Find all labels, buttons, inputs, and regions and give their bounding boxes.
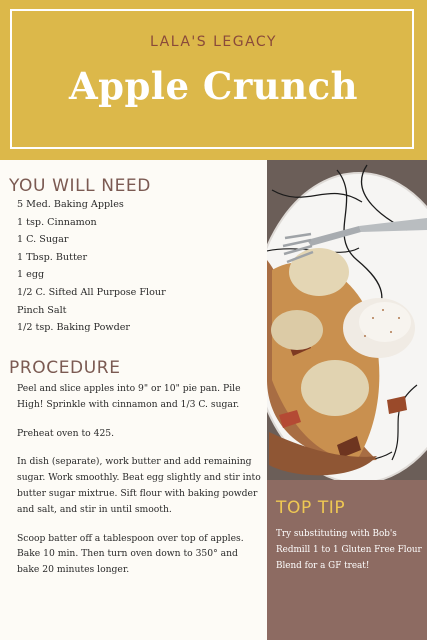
procedure-paragraph: In dish (separate), work butter and add remaining sugar. Work smoothly. Beat egg slightly and stir into butter sugar mixtrue. Sift flour with baking powder and salt, and stir in until smooth. — [17, 456, 261, 515]
top-tip-heading: TOP TIP — [276, 498, 346, 518]
ingredient-item: Pinch Salt — [17, 304, 67, 316]
procedure-paragraph: Scoop batter off a tablespoon over top of apples. Bake 10 min. Then turn oven down to 350° and bake 20 minutes longer. — [17, 532, 244, 576]
procedure-paragraph: Peel and slice apples into 9" or 10" pie pan. Pile High! Sprinkle with cinnamon and 1/3 C. sugar. — [17, 383, 241, 410]
ingredient-item: 1 tsp. Cinnamon — [17, 216, 97, 228]
ingredient-list — [17, 196, 262, 337]
apple-crunch-photo — [267, 160, 427, 480]
brand-name: LALA'S LEGACY — [150, 34, 277, 50]
ingredient-item: 1/2 C. Sifted All Purpose Flour — [17, 286, 166, 298]
ingredient-item: 5 Med. Baking Apples — [17, 199, 124, 210]
procedure-steps — [17, 381, 261, 591]
ingredient-item: 1 C. Sugar — [17, 234, 69, 246]
procedure-heading: PROCEDURE — [9, 358, 121, 378]
top-tip-box — [267, 480, 427, 640]
ingredient-item: 1 Tbsp. Butter — [17, 251, 88, 263]
top-tip-text: Try substituting with Bob's Redmill 1 to 1 Gluten Free Flour Blend for a GF treat! — [276, 529, 422, 571]
ingredients-heading: YOU WILL NEED — [9, 176, 151, 196]
procedure-paragraph: Preheat oven to 425. — [17, 427, 115, 439]
ingredient-item: 1/2 tsp. Baking Powder — [17, 322, 130, 334]
recipe-title: Apple Crunch — [68, 64, 359, 108]
header-banner — [0, 0, 427, 160]
ingredient-item: 1 egg — [17, 269, 45, 281]
